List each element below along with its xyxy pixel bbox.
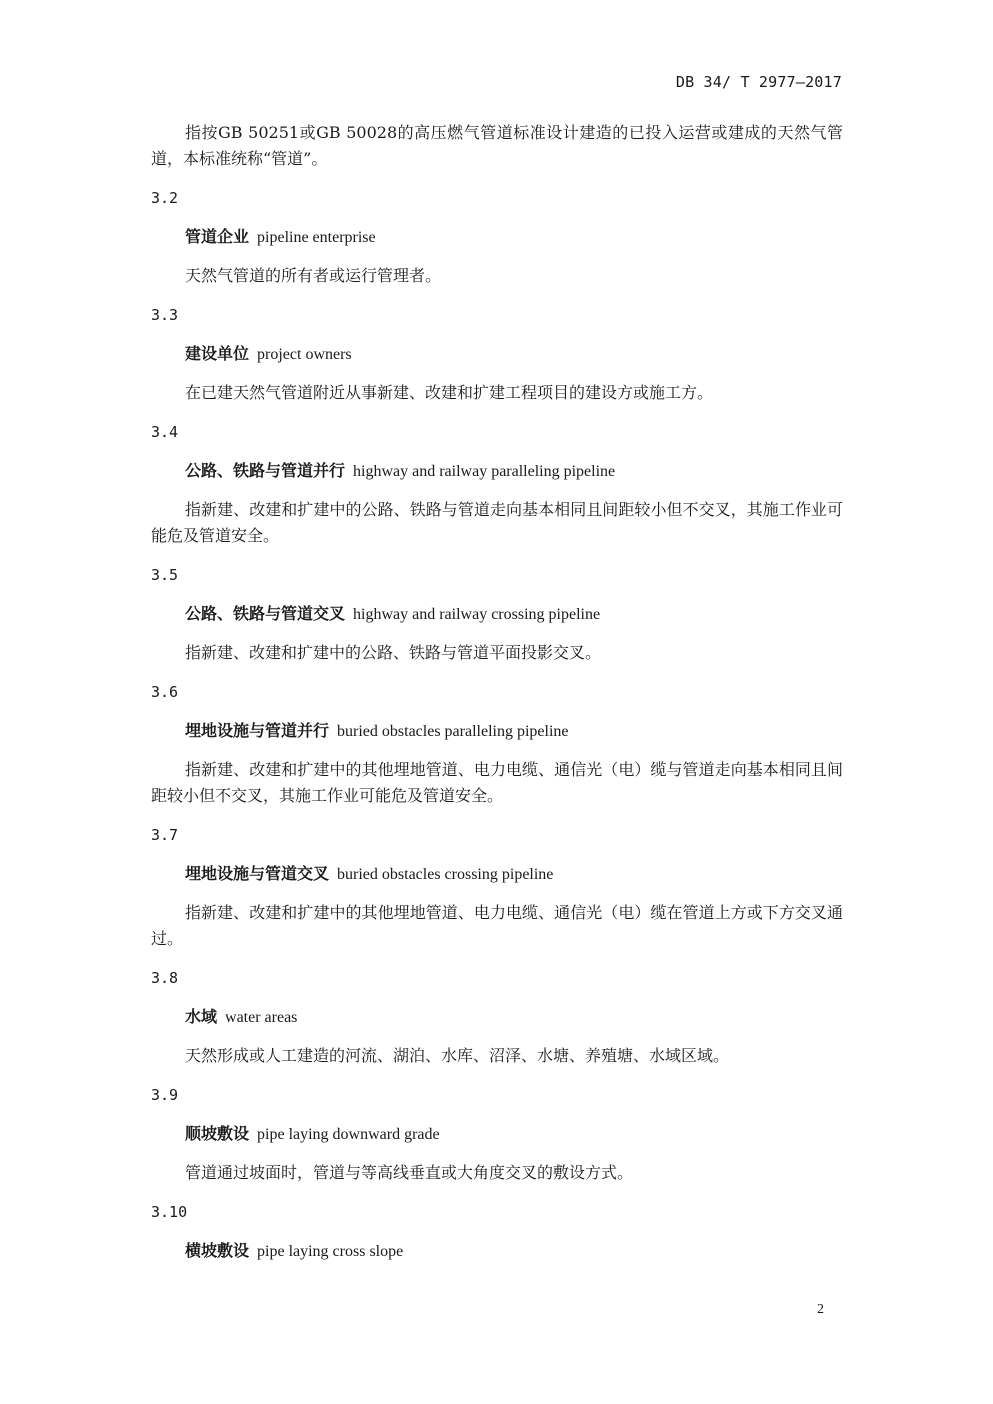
clause-number: 3.2 xyxy=(151,189,179,207)
term-english: project owners xyxy=(257,346,352,363)
term-heading xyxy=(151,224,843,250)
term-definition: 在已建天然气管道附近从事新建、改建和扩建工程项目的建设方或施工方。 xyxy=(185,383,714,402)
term-english: pipe laying cross slope xyxy=(257,1243,404,1260)
term-definition: 指新建、改建和扩建中的其他埋地管道、电力电缆、通信光（电）缆与管道走向基本相同且间距较小但不交叉，其施工作业可能危及管道安全。 xyxy=(151,760,843,805)
term-definition: 指新建、改建和扩建中的其他埋地管道、电力电缆、通信光（电）缆在管道上方或下方交叉通过。 xyxy=(151,903,843,948)
term-definition: 管道通过坡面时，管道与等高线垂直或大角度交叉的敷设方式。 xyxy=(185,1163,634,1182)
term-heading xyxy=(151,601,843,627)
term-english: pipeline enterprise xyxy=(257,229,376,246)
intro-paragraph: 指按GB 50251或GB 50028的高压燃气管道标准设计建造的已投入运营或建成的天然气管道，本标准统称“管道”。 xyxy=(151,123,843,168)
term-heading xyxy=(151,458,843,484)
term-english: highway and railway crossing pipeline xyxy=(353,606,601,623)
page-number: 2 xyxy=(817,1302,824,1317)
clause-number: 3.3 xyxy=(151,306,179,324)
term-english: pipe laying downward grade xyxy=(257,1126,440,1143)
term-chinese: 管道企业 xyxy=(185,227,250,246)
term-heading xyxy=(151,1121,843,1147)
term-chinese: 顺坡敷设 xyxy=(185,1124,250,1143)
term-definition: 指新建、改建和扩建中的公路、铁路与管道平面投影交叉。 xyxy=(185,643,602,662)
term-english: highway and railway paralleling pipeline xyxy=(353,463,616,480)
clause-number: 3.5 xyxy=(151,566,179,584)
term-english: buried obstacles paralleling pipeline xyxy=(337,723,569,740)
page-content xyxy=(151,120,843,1277)
term-heading xyxy=(151,341,843,367)
term-english: buried obstacles crossing pipeline xyxy=(337,866,554,883)
term-chinese: 建设单位 xyxy=(185,344,250,363)
clause-number: 3.8 xyxy=(151,969,179,987)
term-chinese: 公路、铁路与管道交叉 xyxy=(185,604,346,623)
clause-number: 3.6 xyxy=(151,683,179,701)
term-chinese: 埋地设施与管道并行 xyxy=(185,721,330,740)
term-heading xyxy=(151,718,843,744)
term-definition: 天然形成或人工建造的河流、湖泊、水库、沼泽、水塘、养殖塘、水域区域。 xyxy=(185,1046,730,1065)
term-heading xyxy=(151,1238,843,1264)
clause-number: 3.9 xyxy=(151,1086,179,1104)
clause-number: 3.4 xyxy=(151,423,179,441)
term-chinese: 横坡敷设 xyxy=(185,1241,250,1260)
term-definition: 指新建、改建和扩建中的公路、铁路与管道走向基本相同且间距较小但不交叉，其施工作业可能危及管道安全。 xyxy=(151,500,843,545)
term-english: water areas xyxy=(225,1009,298,1026)
clause-number: 3.7 xyxy=(151,826,179,844)
term-chinese: 水域 xyxy=(185,1007,218,1026)
term-heading xyxy=(151,861,843,887)
document-number-header: DB 34/ T 2977—2017 xyxy=(675,73,842,91)
term-chinese: 公路、铁路与管道并行 xyxy=(185,461,346,480)
clause-number: 3.10 xyxy=(151,1203,188,1221)
term-chinese: 埋地设施与管道交叉 xyxy=(185,864,330,883)
term-definition: 天然气管道的所有者或运行管理者。 xyxy=(185,266,442,285)
term-heading xyxy=(151,1004,843,1030)
